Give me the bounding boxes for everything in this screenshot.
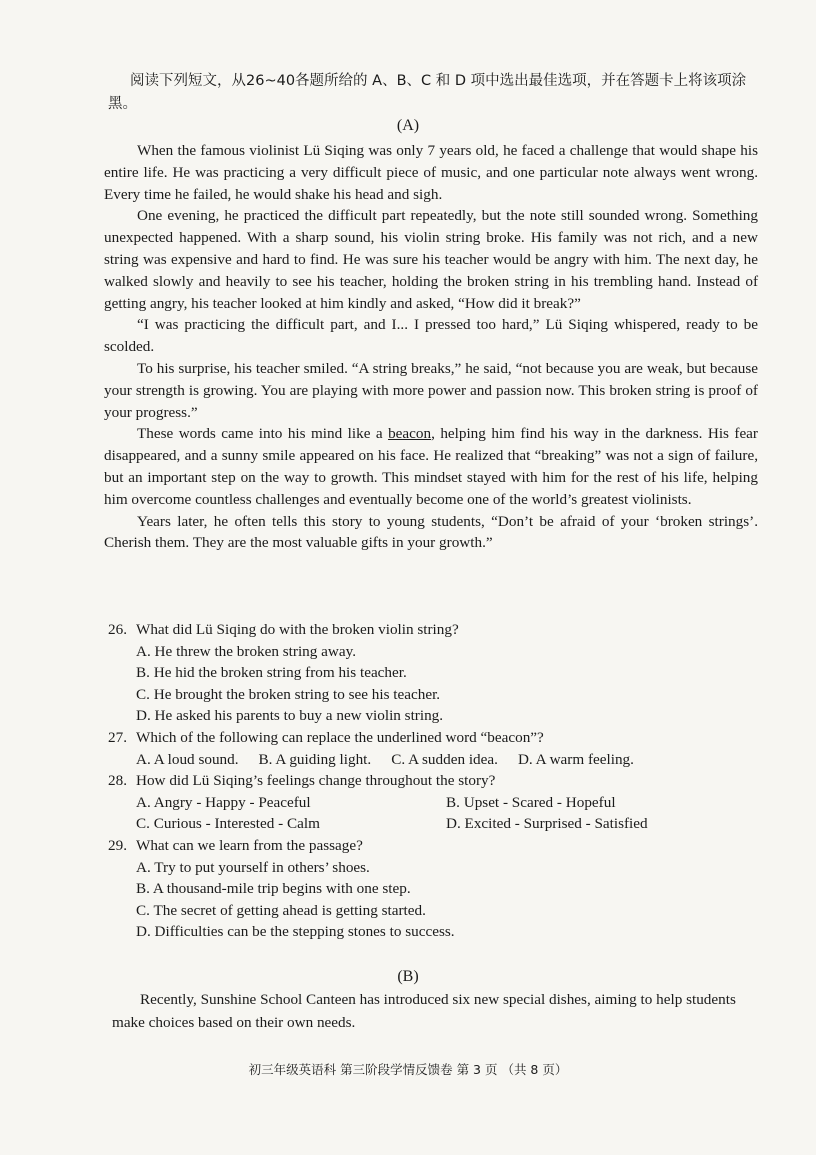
- option-b: B. He hid the broken string from his teacher.: [136, 664, 407, 682]
- question-29: [108, 835, 758, 943]
- section-a-label: (A): [396, 117, 420, 134]
- passage-a-paragraph-2: One evening, he practiced the difficult part repeatedly, but the note still sounded wrong. Something unexpected happened. With a sharp sound, his violin string broke. His family was not rich, and a new string was expensive and hard to find. He was sure his teacher would be angry with him. The next day, he walked slowly and heavily to see his teacher, holding the broken string in his trembling hand. Instead of getting angry, his teacher looked at him kindly and asked, “How did it break?”: [104, 207, 758, 312]
- option-d: D. A warm feeling.: [517, 750, 634, 768]
- option-c: C. He brought the broken string to see his teacher.: [136, 685, 441, 703]
- passage-a-paragraph-1: When the famous violinist Lü Siqing was only 7 years old, he faced a challenge that would shape his entire life. He was practicing a very difficult piece of music, and one particular note always went wrong. Every time he failed, he would shake his head and sigh.: [104, 142, 758, 203]
- question-list: [108, 619, 758, 943]
- passage-b: [112, 988, 762, 1034]
- question-28: [108, 770, 758, 835]
- passage-a-paragraph-4: To his surprise, his teacher smiled. “A string breaks,” he said, “not because you are weak, but because your strength is growing. You are playing with more power and passion now. This broken string is proof of your progress.”: [104, 359, 758, 421]
- option-b: B. A thousand-mile trip begins with one step.: [136, 880, 411, 898]
- passage-a-paragraph-6: Years later, he often tells this story to young students, “Don’t be afraid of your ‘broken strings’. Cherish them. They are the most valuable gifts in your growth.”: [104, 512, 758, 552]
- question-26: [108, 619, 758, 727]
- question-number: 28.: [108, 772, 127, 790]
- option-a: A. He threw the broken string away.: [136, 642, 357, 660]
- question-27: [108, 727, 758, 770]
- passage-a-paragraph-3: “I was practicing the difficult part, and I... I pressed too hard,” Lü Siqing whispered, ready to be scolded.: [104, 316, 758, 356]
- section-b-label: (B): [397, 968, 419, 985]
- option-b: B. Upset - Scared - Hopeful: [446, 793, 616, 811]
- option-a: A. A loud sound.: [136, 750, 239, 768]
- passage-b-paragraph-1: Recently, Sunshine School Canteen has introduced six new special dishes, aiming to help students make choices based on their own needs.: [112, 991, 736, 1031]
- option-a: A. Try to put yourself in others’ shoes.: [136, 858, 370, 876]
- question-stem: What can we learn from the passage?: [136, 836, 363, 854]
- option-d: D. Difficulties can be the stepping stones to success.: [136, 923, 455, 941]
- question-number: 27.: [108, 728, 127, 746]
- page-footer: 初三年级英语科 第三阶段学情反馈卷 第 3 页 （共 8 页）: [248, 1062, 568, 1077]
- option-a: A. Angry - Happy - Peaceful: [136, 793, 311, 811]
- option-b: B. A guiding light.: [258, 750, 372, 768]
- question-number: 29.: [108, 836, 127, 854]
- paragraph-5-text-before: These words came into his mind like a: [137, 425, 389, 443]
- passage-a-paragraph-5: [104, 423, 758, 510]
- question-stem: How did Lü Siqing’s feelings change throughout the story?: [136, 772, 496, 790]
- passage-a: [104, 140, 758, 554]
- instructions: 阅读下列短文，从26~40各题所给的 A、B、C 和 D 项中选出最佳选项，并在答题卡上将该项涂黑。: [108, 73, 747, 112]
- option-d: D. He asked his parents to buy a new violin string.: [136, 707, 444, 725]
- option-c: C. A sudden idea.: [391, 750, 498, 768]
- paragraph-5-text-after: , helping him find his way in the darkness. His fear disappeared, and a sunny smile appeared on his face. He realized that “breaking” was not a sign of failure, but an important step on the way to growth. This mindset stayed with him for the rest of his life, helping him overcome countless challenges and eventually become one of the world’s greatest violinists.: [104, 425, 758, 508]
- option-c: C. The secret of getting ahead is getting started.: [136, 901, 426, 919]
- option-d: D. Excited - Surprised - Satisfied: [446, 815, 648, 833]
- question-stem: Which of the following can replace the underlined word “beacon”?: [136, 728, 544, 746]
- option-c: C. Curious - Interested - Calm: [136, 815, 320, 833]
- question-stem: What did Lü Siqing do with the broken violin string?: [136, 621, 459, 638]
- question-number: 26.: [108, 621, 127, 638]
- underlined-word-beacon: beacon: [388, 425, 432, 443]
